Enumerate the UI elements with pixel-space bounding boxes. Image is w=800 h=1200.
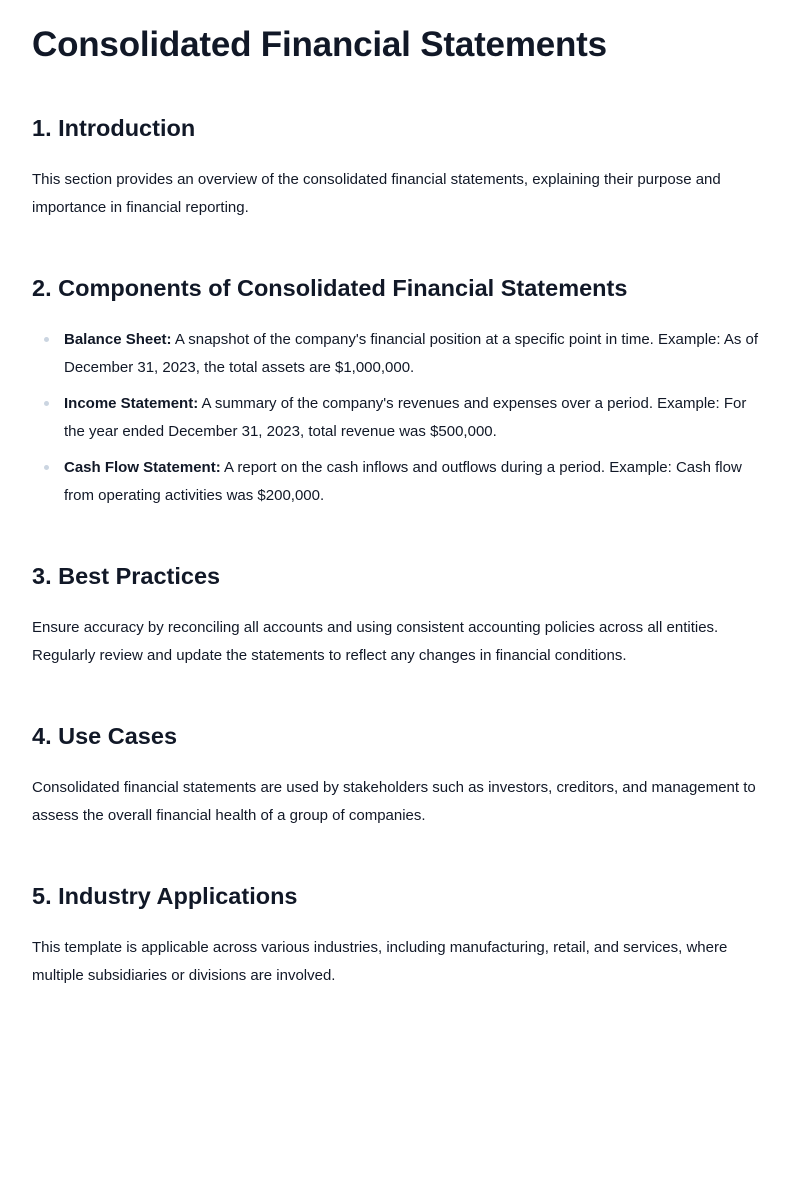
section-paragraph: Consolidated financial statements are used by stakeholders such as investors, creditors, and management to assess the overall financial health of a group of companies. [32, 779, 756, 824]
list-item-term: Cash Flow Statement: [64, 459, 221, 476]
section-heading: 3. Best Practices [32, 563, 221, 589]
section-paragraph: This section provides an overview of the consolidated financial statements, explaining their purpose and importance in financial reporting. [32, 171, 721, 216]
bullet-icon [44, 337, 49, 342]
section-heading: 1. Introduction [32, 115, 196, 141]
section-industry-applications [32, 880, 768, 990]
list-item-text: A summary of the company's revenues and expenses over a period. Example: For the year ended December 31, 2023, total revenue was $500,000. [64, 395, 747, 440]
list-item-text: A snapshot of the company's financial position at a specific point in time. Example: As of December 31, 2023, the total assets are $1,000,000. [64, 331, 759, 376]
list-item-balance-sheet [64, 326, 768, 382]
document-title: Consolidated Financial Statements [32, 25, 607, 64]
list-item-term: Income Statement: [64, 395, 199, 412]
list-item-text: A report on the cash inflows and outflows during a period. Example: Cash flow from operating activities was $200,000. [64, 459, 742, 504]
section-paragraph: This template is applicable across various industries, including manufacturing, retail, and services, where multiple subsidiaries or divisions are involved. [32, 939, 728, 984]
section-paragraph: Ensure accuracy by reconciling all accounts and using consistent accounting policies across all entities. Regularly review and update the statements to reflect any changes in financial conditions. [32, 619, 719, 664]
section-use-cases [32, 720, 768, 830]
section-heading: 5. Industry Applications [32, 883, 298, 909]
list-item-income-statement [64, 390, 768, 446]
section-heading: 4. Use Cases [32, 723, 178, 749]
bullet-icon [44, 465, 49, 470]
section-introduction [32, 112, 768, 222]
section-components [32, 272, 768, 510]
list-item-term: Balance Sheet: [64, 331, 172, 348]
section-best-practices [32, 560, 768, 670]
list-item-cash-flow-statement [64, 454, 768, 510]
section-heading: 2. Components of Consolidated Financial Statements [32, 275, 628, 301]
components-list [32, 326, 768, 510]
bullet-icon [44, 401, 49, 406]
